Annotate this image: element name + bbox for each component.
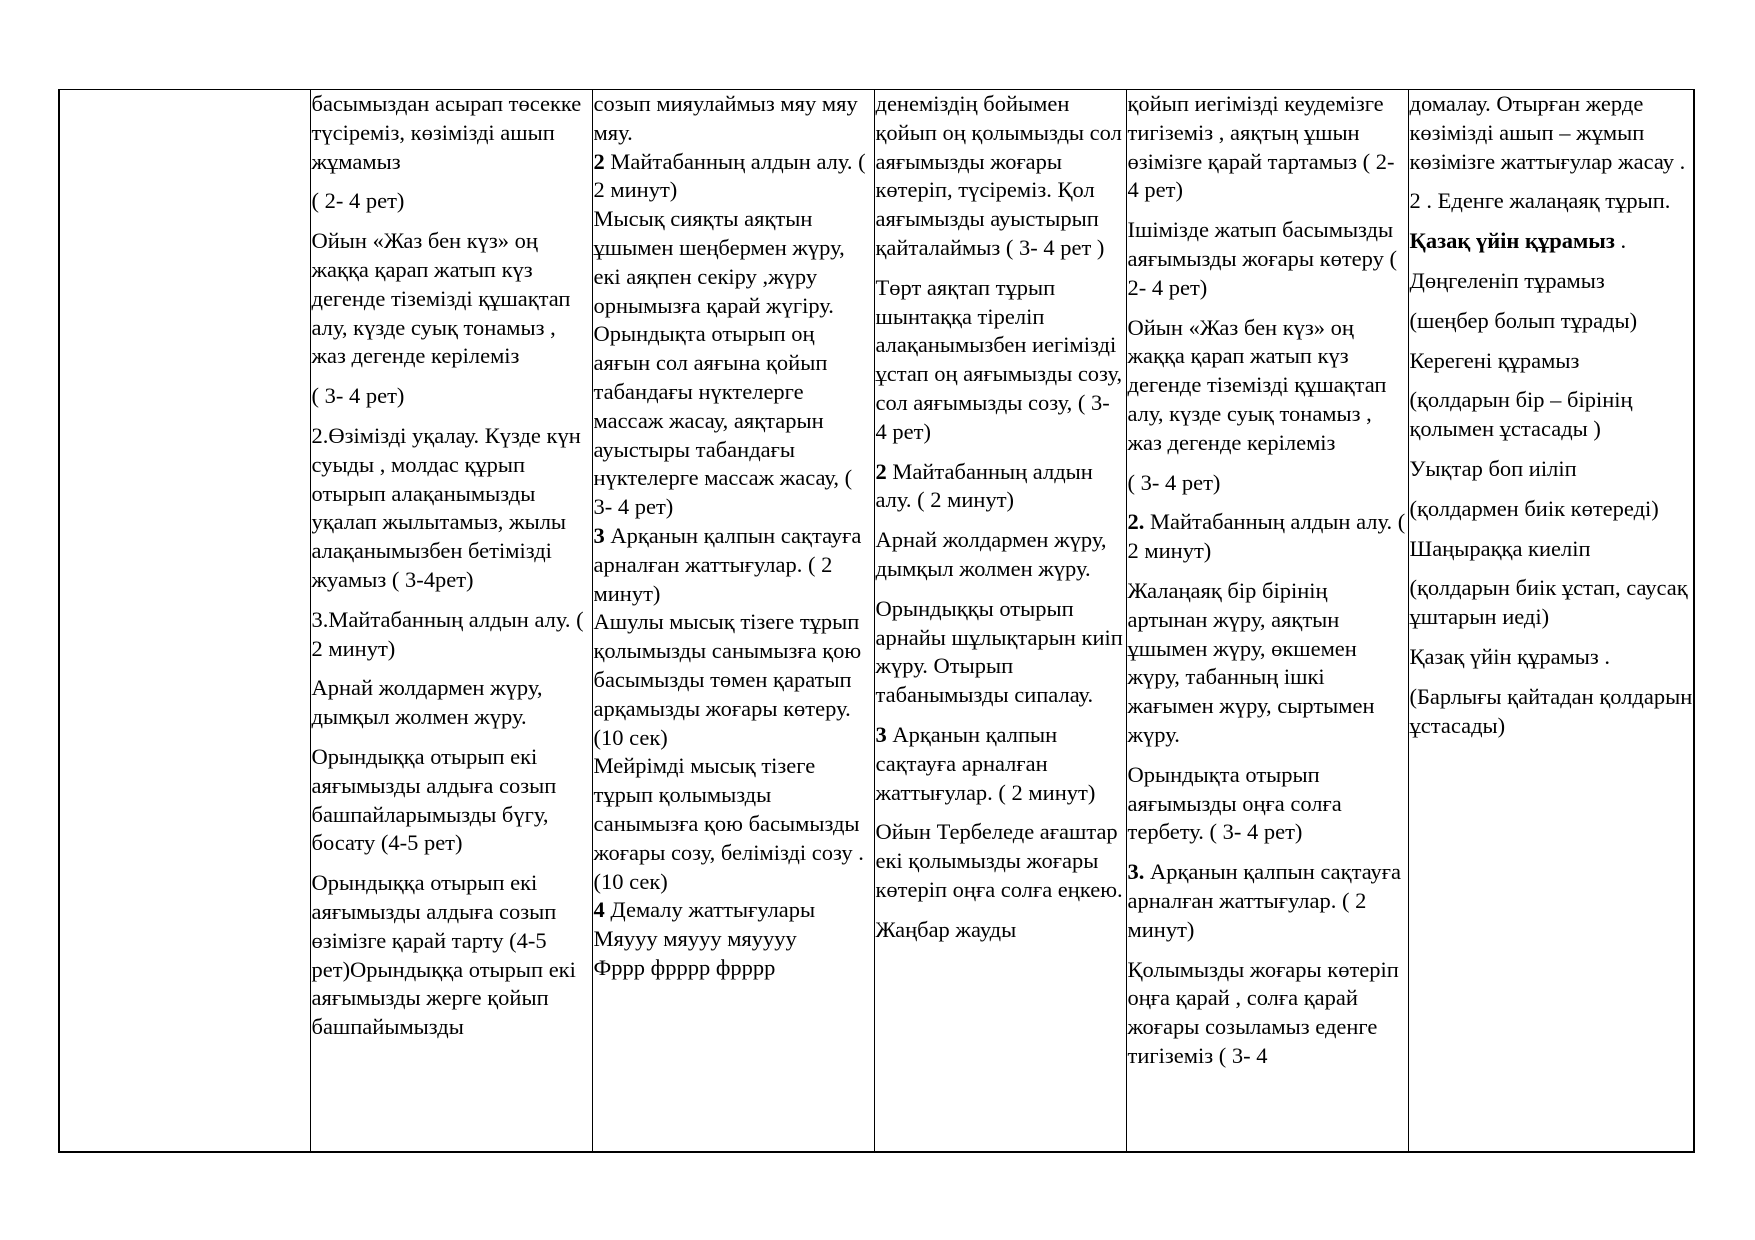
- paragraph-text: 2 . Еденге жалаңаяқ тұрып.: [1409, 188, 1671, 214]
- paragraph: [1410, 683, 1694, 741]
- table-cell-2: [592, 90, 874, 1153]
- paragraph-text: 3.Майтабанның алдын алу. ( 2 минут): [311, 606, 584, 661]
- paragraph: [876, 274, 1126, 447]
- exercise-table: [58, 89, 1695, 1153]
- paragraph-text: Фррр фрррр фрррр: [593, 954, 776, 980]
- paragraph-text: денеміздің бойымен қойып оң қолымызды сол аяғымызды жоғары көтеріп, түсіреміз. Қол аяғымызды ауыстырып қайталаймыз ( 3- 4 рет ): [875, 91, 1122, 260]
- paragraph-text: Шаңыраққа киеліп: [1409, 535, 1591, 561]
- paragraph: [312, 743, 592, 858]
- paragraph: [876, 818, 1126, 904]
- paragraph: [1410, 347, 1694, 376]
- paragraph-text: Демалу жаттығулары: [604, 897, 816, 923]
- paragraph-bold-lead: Қазақ үйін құрамыз: [1409, 228, 1615, 254]
- table-cell-4: [1126, 90, 1408, 1153]
- paragraph: [594, 205, 874, 320]
- paragraph-text: Қолымызды жоғары көтеріп оңға қарай , солға қарай жоғары созыламыз еденге тигіземіз ( 3- 4: [1127, 956, 1399, 1068]
- paragraph: [312, 869, 592, 1042]
- paragraph-text: Ойын «Жаз бен күз» оң жаққа қарап жатып күз дегенде тіземізді құшақтап алу, күзде суық тонамыз , жаз дегенде керілеміз: [1127, 314, 1387, 455]
- paragraph-text: Арнай жолдармен жүру, дымқыл жолмен жүру.: [875, 527, 1107, 581]
- paragraph: [1128, 956, 1408, 1071]
- table-bottom-border: [58, 1151, 1693, 1153]
- paragraph: [1128, 577, 1408, 750]
- paragraph: [876, 90, 1126, 263]
- paragraph: [876, 595, 1126, 710]
- paragraph-bold-lead: 3.: [1127, 859, 1145, 885]
- table-cell-5: [1408, 90, 1694, 1153]
- paragraph: [594, 90, 874, 148]
- paragraph-text: Мяууу мяууу мяуууу: [593, 926, 797, 952]
- paragraph-text: Арқанын қалпын сақтауға арналған жаттығулар. ( 2 минут): [1127, 859, 1402, 942]
- paragraph: [1410, 574, 1694, 632]
- paragraph-text: Жаңбар жауды: [875, 916, 1017, 942]
- paragraph-bold-lead: 4: [593, 897, 605, 923]
- paragraph: [594, 896, 874, 925]
- paragraph-text: домалау. Отырған жерде көзімізді ашып – жұмып көзімізге жаттығулар жасау .: [1409, 91, 1686, 174]
- paragraph-text: ( 3- 4 рет): [1127, 469, 1221, 495]
- paragraph-text: Орындыққы отырып арнайы шұлықтарын киіп жүру. Отырып табанымызды сипалау.: [875, 595, 1123, 708]
- paragraph-text: Арқанын қалпын сақтауға арналған жаттығулар. ( 2 минут): [593, 522, 862, 606]
- paragraph-text: Жалаңаяқ бір бірінің артынан жүру, аяқтын ұшымен жүру, өкшемен жүру, табанның ішкі жағымен жүру, сыртымен жүру.: [1127, 577, 1375, 747]
- paragraph: [1410, 187, 1694, 216]
- paragraph-text: Уықтар боп иіліп: [1409, 455, 1577, 481]
- paragraph: [876, 458, 1126, 516]
- paragraph-text: ( 2- 4 рет): [311, 188, 405, 214]
- paragraph-text: Ашулы мысық тізеге тұрып қолымызды санымызға қою басымызды төмен қаратып арқамызды жоғары көтеру. (10 сек): [593, 609, 862, 750]
- paragraph-text: Төрт аяқтап тұрып шынтаққа тіреліп алақанымызбен иегімізді ұстап оң аяғымызды созу, сол аяғымызды созу, ( 3- 4 рет): [875, 274, 1123, 444]
- paragraph-text: (қолдарын бір – бірінің қолымен ұстасады ): [1409, 387, 1633, 442]
- paragraph: [876, 916, 1126, 945]
- paragraph-text: ( 3- 4 рет): [311, 383, 405, 409]
- paragraph: [594, 608, 874, 752]
- paragraph-bold-lead: 2.: [1127, 509, 1145, 535]
- paragraph-text: Орындықта отырып аяғымызды оңға солға тербету. ( 3- 4 рет): [1127, 761, 1342, 845]
- paragraph: [1128, 508, 1408, 566]
- paragraph: [312, 422, 592, 595]
- paragraph-text: Орындықта отырып оң аяғын сол аяғына қойып табандағы нүктелерге массаж жасау, аяқтарын ауыстыры табандағы нүктелерге массаж жасау, ( 3- 4 рет): [593, 321, 853, 520]
- paragraph-text: (шеңбер болып тұрады): [1409, 307, 1638, 333]
- paragraph-text: Керегені құрамыз: [1409, 347, 1580, 373]
- paragraph-text: 2.Өзімізді уқалау. Күзде күн суыды , молдас құрып отырып алақанымызды уқалап жылытамыз, жылы алақанымызбен бетімізді жуамыз ( 3-4рет): [311, 422, 581, 592]
- paragraph-text: Мейрімді мысық тізеге тұрып қолымызды санымызға қою басымызды жоғары созу, белімізді созу . (10 сек): [593, 753, 864, 894]
- table-cell-empty: [59, 90, 310, 1153]
- paragraph: [312, 227, 592, 371]
- paragraph: [1410, 267, 1694, 296]
- table-cell-1: [310, 90, 592, 1153]
- paragraph: [1128, 469, 1408, 498]
- paragraph: [1410, 90, 1694, 176]
- paragraph: [312, 674, 592, 732]
- paragraph-text: Майтабанның алдын алу. ( 2 минут): [875, 458, 1093, 513]
- paragraph-text: Орындыққа отырып екі аяғымызды алдыға созып өзімізге қарай тарту (4-5 рет)Орындыққа отырып екі аяғымызды жерге қойып башпайымызды: [311, 870, 576, 1040]
- paragraph-bold-lead: 3: [875, 721, 887, 747]
- paragraph-text: Ішімізде жатып басымызды аяғымызды жоғары көтеру ( 2- 4 рет): [1127, 217, 1397, 300]
- paragraph-text: басымыздан асырап төсекке түсіреміз, көзімізді ашып жұмамыз: [311, 91, 582, 174]
- paragraph-text: (қолдармен биік көтереді): [1409, 495, 1659, 521]
- paragraph: [1410, 227, 1694, 256]
- paragraph: [312, 382, 592, 411]
- paragraph-text: Ойын Тербеледе ағаштар екі қолымызды жоғары көтеріп оңға солға еңкею.: [875, 819, 1123, 902]
- paragraph: [1128, 858, 1408, 944]
- paragraph-bold-lead: 2: [875, 458, 887, 484]
- paragraph: [1410, 495, 1694, 524]
- paragraph: [1410, 455, 1694, 484]
- paragraph: [1128, 314, 1408, 458]
- paragraph-text: Ойын «Жаз бен күз» оң жаққа қарап жатып күз дегенде тіземізді құшақтап алу, күзде суық тонамыз , жаз дегенде керілеміз: [311, 228, 571, 369]
- table-row: [59, 90, 1694, 1153]
- paragraph: [594, 925, 874, 954]
- paragraph-text: Майтабанның алдын алу. ( 2 минут): [1127, 509, 1406, 564]
- paragraph: [594, 954, 874, 983]
- paragraph-bold-lead: 3: [593, 522, 605, 548]
- paragraph: [1128, 216, 1408, 302]
- paragraph: [312, 187, 592, 216]
- paragraph-text: (Барлығы қайтадан қолдарын ұстасады): [1409, 683, 1693, 738]
- paragraph-text: Майтабанның алдын алу. ( 2 минут): [593, 148, 866, 203]
- paragraph: [594, 752, 874, 896]
- paragraph: [1410, 307, 1694, 336]
- paragraph-text: созып мияулаймыз мяу мяу мяу.: [593, 91, 858, 145]
- table-cell-3: [874, 90, 1126, 1153]
- paragraph-text: (қолдарын биік ұстап, саусақ ұштарын иеді): [1409, 575, 1688, 630]
- paragraph-text: Орындыққа отырып екі аяғымызды алдыға созып башпайларымызды бүгу, босату (4-5 рет): [311, 743, 557, 856]
- paragraph-text: Мысық сияқты аяқтын ұшымен шеңбермен жүру, екі аяқпен секіру ,жүру орнымызға қарай жүгіру.: [593, 206, 845, 318]
- paragraph-text: қойып иегімізді кеудемізге тигіземіз , аяқтың ұшын өзімізге қарай тартамыз ( 2- 4 рет): [1127, 91, 1395, 203]
- paragraph: [594, 522, 874, 608]
- paragraph-text: Арқанын қалпын сақтауға арналған жаттығулар. ( 2 минут): [875, 721, 1096, 805]
- paragraph-text: Дөңгеленіп тұрамыз: [1409, 267, 1605, 293]
- paragraph: [1128, 90, 1408, 205]
- paragraph: [594, 148, 874, 206]
- paragraph: [876, 526, 1126, 584]
- paragraph: [594, 320, 874, 522]
- paragraph-text: Қазақ үйін құрамыз .: [1409, 643, 1611, 669]
- paragraph: [1410, 386, 1694, 444]
- paragraph-bold-lead: 2: [593, 148, 605, 174]
- paragraph: [876, 721, 1126, 807]
- paragraph: [1410, 643, 1694, 672]
- paragraph: [1410, 535, 1694, 564]
- paragraph: [312, 90, 592, 176]
- paragraph-text: Арнай жолдармен жүру, дымқыл жолмен жүру.: [311, 675, 543, 730]
- paragraph: [1128, 761, 1408, 847]
- paragraph: [312, 606, 592, 664]
- paragraph-text: .: [1614, 228, 1627, 254]
